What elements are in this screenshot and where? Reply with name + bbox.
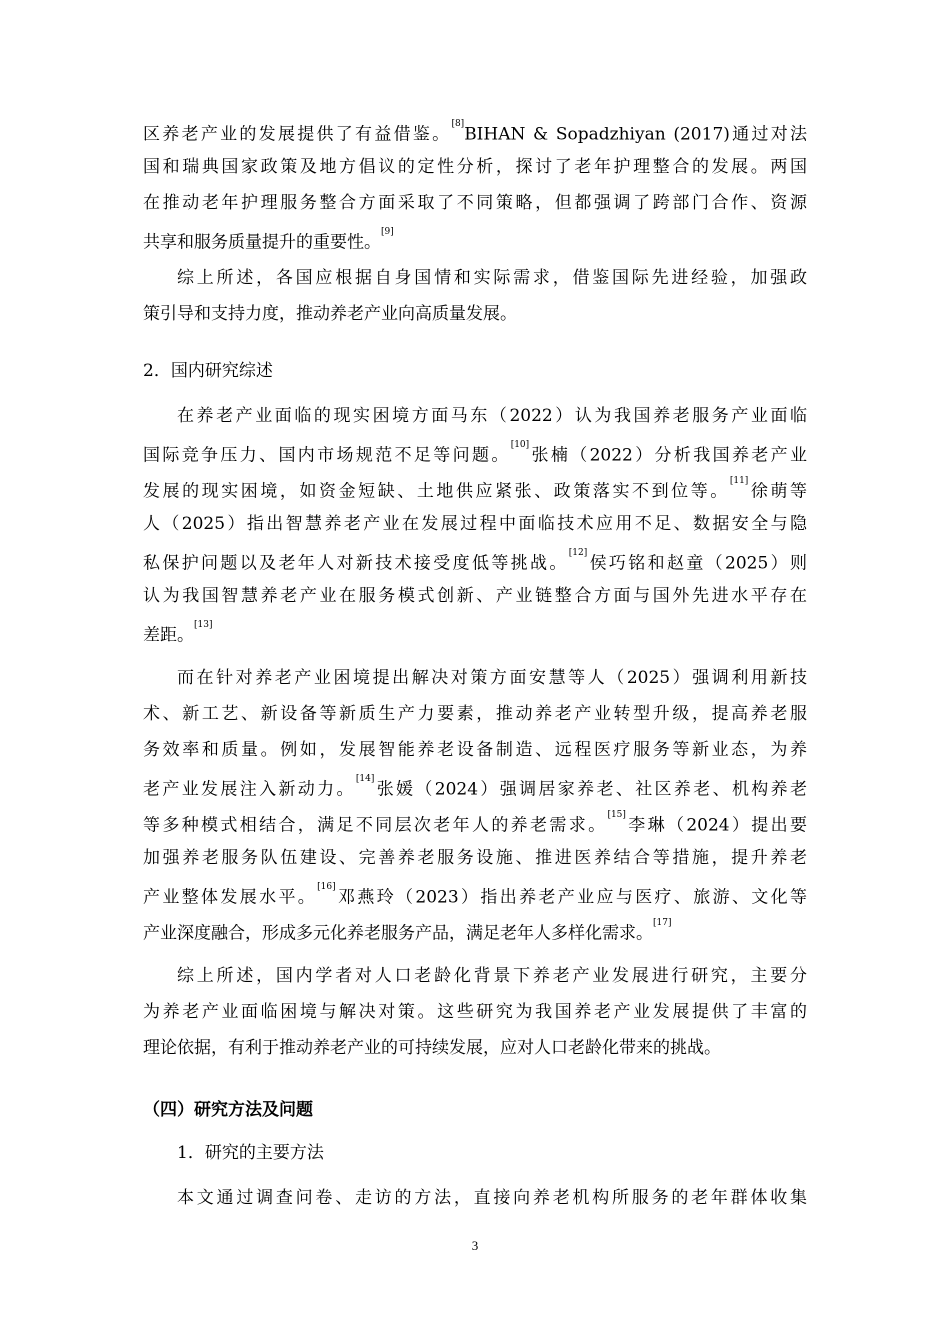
- text-line: 综上所述，国内学者对人口老龄化背景下养老产业发展进行研究，主要分: [177, 966, 807, 986]
- text-line: 发展的现实困境，如资金短缺、土地供应紧张、政策落实不到位等。[11]徐萌等: [143, 476, 807, 502]
- section-heading-domestic-review: 2．国内研究综述: [143, 361, 273, 381]
- text-line: 等多种模式相结合，满足不同层次老年人的养老需求。[15]李琳（2024）提出要: [143, 810, 807, 836]
- section-heading-methods: （四）研究方法及问题: [143, 1100, 313, 1120]
- text-line: 国和瑞典国家政策及地方倡议的定性分析，探讨了老年护理整合的发展。两国: [143, 157, 807, 177]
- paragraph-international-review-end: [143, 113, 807, 257]
- paragraph-domestic-difficulties: [143, 398, 807, 650]
- subsection-heading-main-methods: 1．研究的主要方法: [177, 1143, 324, 1163]
- citation-ref[interactable]: [12]: [568, 548, 588, 558]
- citation-ref[interactable]: [13]: [194, 620, 213, 630]
- citation-ref[interactable]: [15]: [607, 810, 626, 820]
- citation-ref[interactable]: [16]: [317, 882, 336, 892]
- page-number: 3: [471, 1238, 479, 1253]
- text-line: 私保护问题以及老年人对新技术接受度低等挑战。[12]侯巧铭和赵童（2025）则: [143, 548, 807, 574]
- text-line: 产业深度融合，形成多元化养老服务产品，满足老年人多样化需求。[17]: [143, 918, 672, 944]
- text-line: 认为我国智慧养老产业在服务模式创新、产业链整合方面与国外先进水平存在: [143, 586, 807, 606]
- text-line: 老产业发展注入新动力。[14]张媛（2024）强调居家养老、社区养老、机构养老: [143, 774, 807, 800]
- text-line: 加强养老服务队伍建设、完善养老服务设施、推进医养结合等措施，提升养老: [143, 848, 807, 868]
- text-line: 为养老产业面临困境与解决对策。这些研究为我国养老产业发展提供了丰富的: [143, 1002, 807, 1022]
- paragraph-methods: [143, 1180, 807, 1216]
- text-line: 综上所述，各国应根据自身国情和实际需求，借鉴国际先进经验，加强政: [177, 268, 807, 288]
- text-line: 而在针对养老产业困境提出解决对策方面安慧等人（2025）强调利用新技: [177, 668, 807, 688]
- citation-ref[interactable]: [10]: [510, 440, 530, 450]
- paragraph-domestic-summary: [143, 958, 807, 1066]
- text-line: 本文通过调查问卷、走访的方法，直接向养老机构所服务的老年群体收集: [177, 1188, 807, 1208]
- text-line: 术、新工艺、新设备等新质生产力要素，推动养老产业转型升级，提高养老服: [143, 704, 807, 724]
- text-line: 差距。[13]: [143, 620, 213, 646]
- text-line: 策引导和支持力度，推动养老产业向高质量发展。: [143, 304, 517, 324]
- text-line: 在养老产业面临的现实困境方面马东（2022）认为我国养老服务产业面临: [177, 406, 807, 426]
- citation-ref[interactable]: [17]: [653, 918, 672, 928]
- citation-ref[interactable]: [8]: [451, 119, 465, 129]
- text-line: 国际竞争压力、国内市场规范不足等问题。[10]张楠（2022）分析我国养老产业: [143, 440, 807, 466]
- citation-ref[interactable]: [9]: [381, 227, 394, 237]
- text-line: 在推动老年护理服务整合方面采取了不同策略，但都强调了跨部门合作、资源: [143, 193, 807, 213]
- text-line: 产业整体发展水平。[16]邓燕玲（2023）指出养老产业应与医疗、旅游、文化等: [143, 882, 807, 908]
- citation-ref[interactable]: [11]: [729, 476, 749, 486]
- paragraph-domestic-countermeasures: [143, 660, 807, 948]
- text-line: 务效率和质量。例如，发展智能养老设备制造、远程医疗服务等新业态，为养: [143, 740, 807, 760]
- text-line: 区养老产业的发展提供了有益借鉴。[8]BIHAN & Sopadzhiyan (2017)通过对法: [143, 119, 807, 145]
- text-line: 共享和服务质量提升的重要性。[9]: [143, 227, 394, 253]
- text-line: 理论依据，有利于推动养老产业的可持续发展，应对人口老龄化带来的挑战。: [143, 1038, 721, 1058]
- citation-ref[interactable]: [14]: [355, 774, 375, 784]
- text-line: 人（2025）指出智慧养老产业在发展过程中面临技术应用不足、数据安全与隐: [143, 514, 807, 534]
- paragraph-international-summary: [143, 260, 807, 332]
